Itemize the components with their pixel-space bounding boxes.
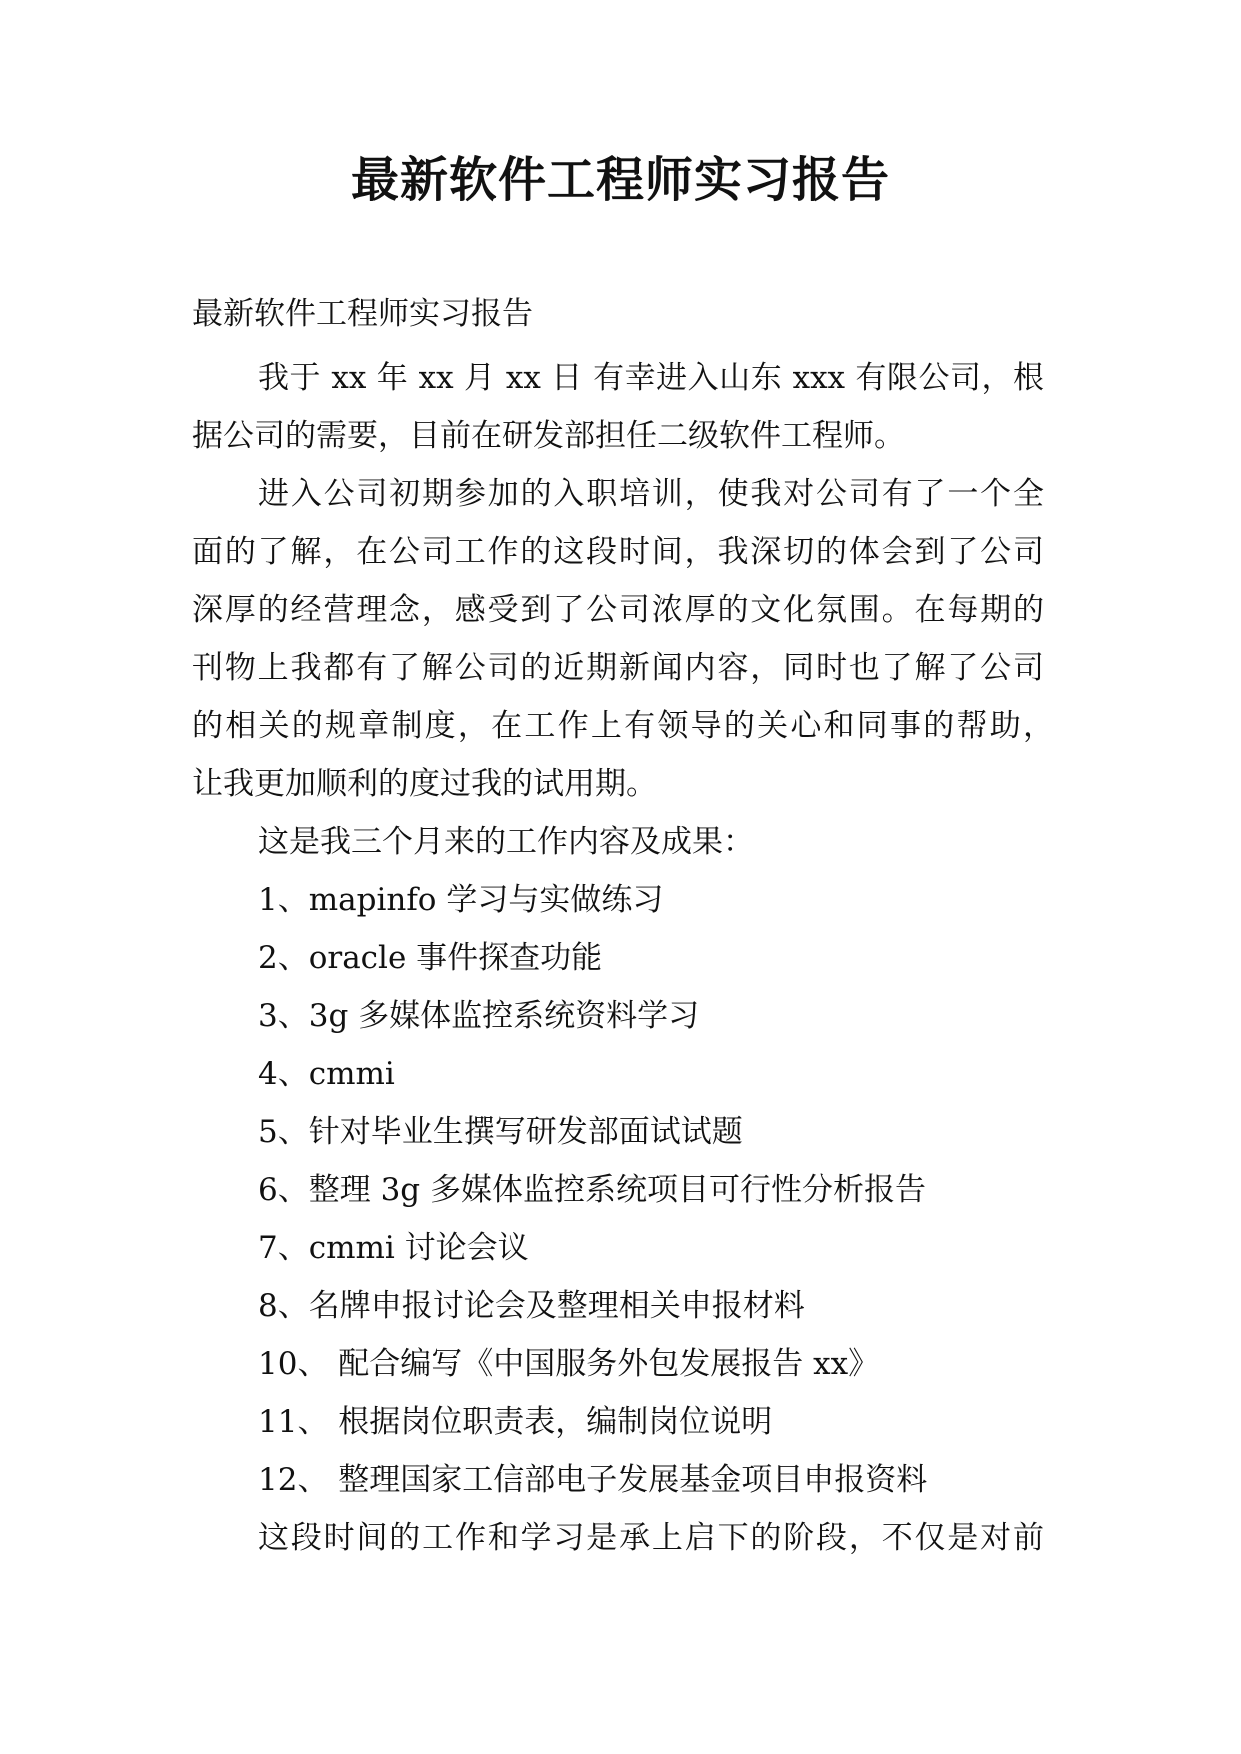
closing-line: 这段时间的工作和学习是承上启下的阶段，不仅是对前 bbox=[258, 1520, 1044, 1556]
paragraph-2-line-3: 深厚的经营理念，感受到了公司浓厚的文化氛围。在每期的 bbox=[192, 592, 1044, 628]
document-subtitle: 最新软件工程师实习报告 bbox=[192, 296, 533, 332]
paragraph-1-line-2: 据公司的需要，目前在研发部担任二级软件工程师。 bbox=[192, 418, 905, 454]
list-item: 3、3g 多媒体监控系统资料学习 bbox=[258, 998, 700, 1034]
paragraph-2-line-4: 刊物上我都有了解公司的近期新闻内容，同时也了解了公司 bbox=[192, 650, 1044, 686]
paragraph-2-line-1: 进入公司初期参加的入职培训，使我对公司有了一个全 bbox=[258, 476, 1044, 512]
paragraph-2-line-5: 的相关的规章制度，在工作上有领导的关心和同事的帮助， bbox=[192, 708, 1054, 744]
list-item: 1、mapinfo 学习与实做练习 bbox=[258, 882, 664, 918]
list-item: 10、 配合编写《中国服务外包发展报告 xx》 bbox=[258, 1346, 880, 1382]
list-item: 4、cmmi bbox=[258, 1056, 395, 1092]
list-item: 5、针对毕业生撰写研发部面试试题 bbox=[258, 1114, 743, 1150]
list-item: 7、cmmi 讨论会议 bbox=[258, 1230, 529, 1266]
list-item: 11、 根据岗位职责表，编制岗位说明 bbox=[258, 1404, 773, 1440]
paragraph-2-line-2: 面的了解，在公司工作的这段时间，我深切的体会到了公司 bbox=[192, 534, 1044, 570]
list-item: 8、名牌申报讨论会及整理相关申报材料 bbox=[258, 1288, 805, 1324]
list-intro: 这是我三个月来的工作内容及成果： bbox=[258, 824, 754, 860]
list-item: 12、 整理国家工信部电子发展基金项目申报资料 bbox=[258, 1462, 928, 1498]
paragraph-1-line-1: 我于 xx 年 xx 月 xx 日 有幸进入山东 xxx 有限公司，根 bbox=[258, 360, 1044, 396]
list-item: 6、整理 3g 多媒体监控系统项目可行性分析报告 bbox=[258, 1172, 926, 1208]
document-title: 最新软件工程师实习报告 bbox=[350, 152, 890, 208]
paragraph-2-line-6: 让我更加顺利的度过我的试用期。 bbox=[192, 766, 657, 802]
list-item: 2、oracle 事件探查功能 bbox=[258, 940, 603, 976]
